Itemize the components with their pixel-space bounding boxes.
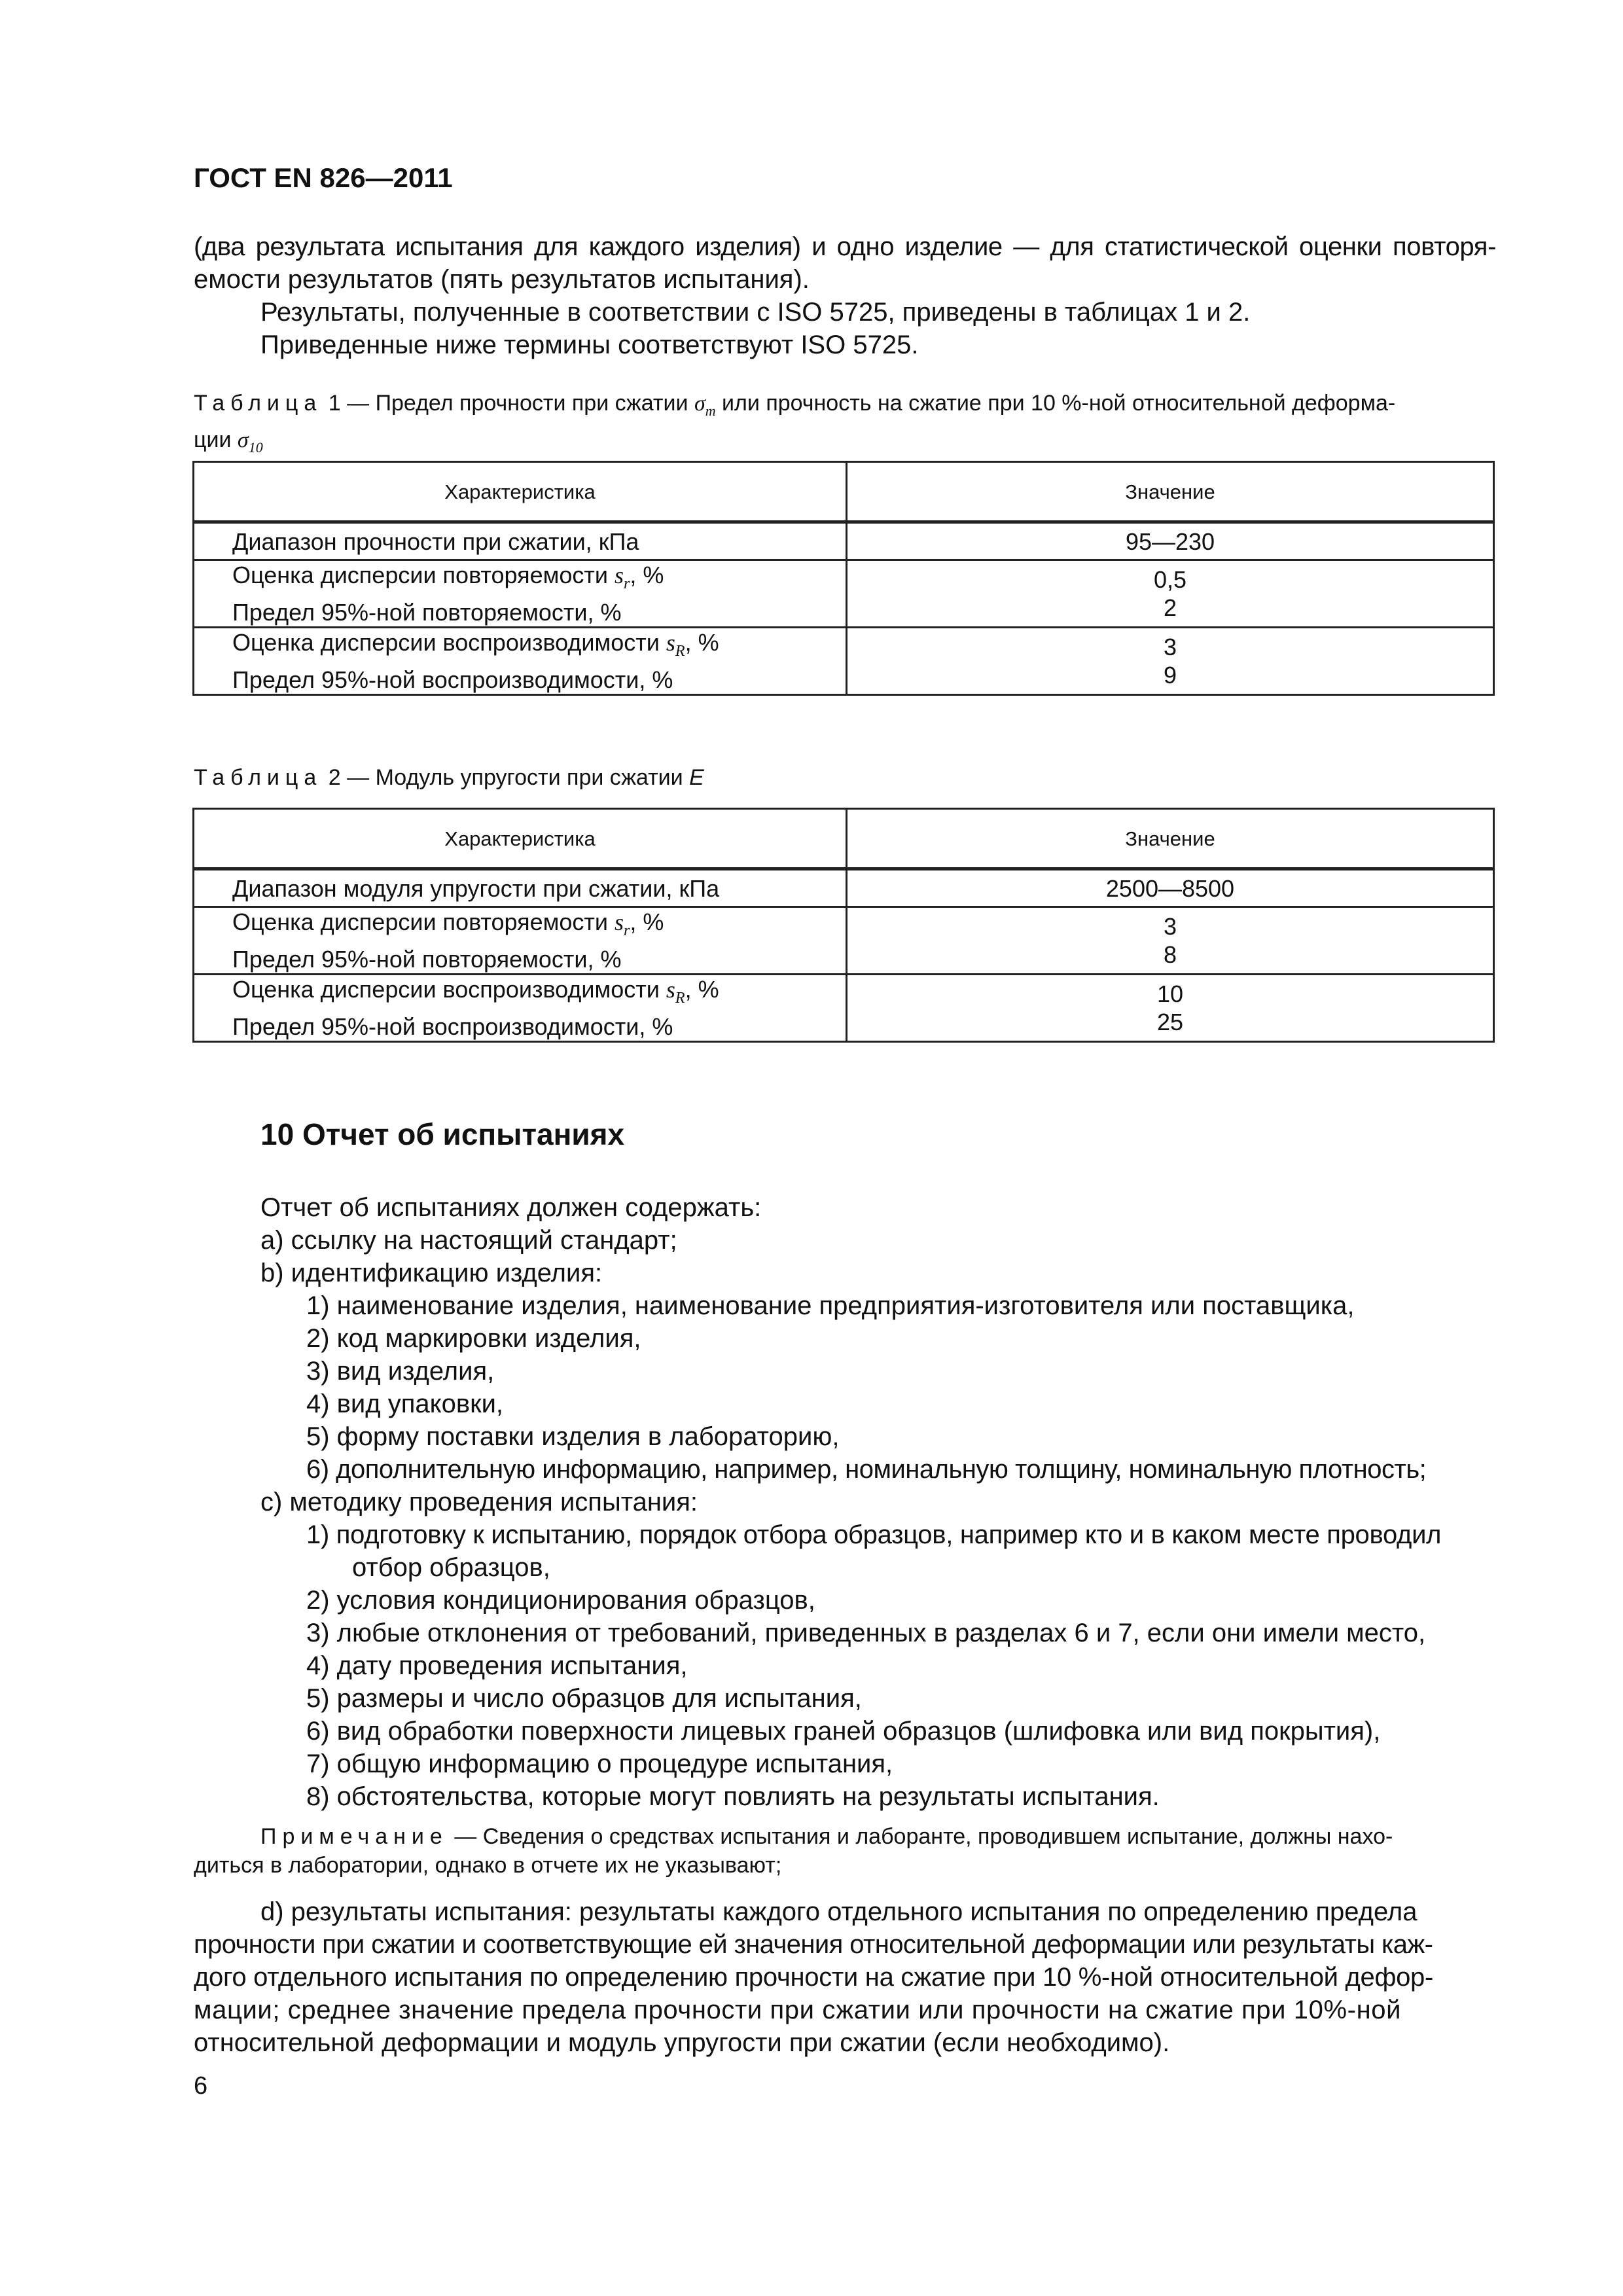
table2-row3-value: 10 25 <box>847 975 1494 1042</box>
list-item-c1: 1) подготовку к испытанию, порядок отбора образцов, например кто и в каком месте проводил <box>306 1520 1442 1549</box>
table2-caption-word: Таблица <box>194 765 323 790</box>
table2-header-characteristic: Характеристика <box>194 809 847 869</box>
table1-symbol-sigma-10: $\sigma_{10}$ <box>237 427 263 456</box>
table1-caption <box>194 389 1496 462</box>
section-heading: 10 Отчет об испытаниях <box>260 1117 625 1151</box>
note <box>194 1822 1496 1880</box>
list-item-c5: 5) размеры и число образцов для испытания, <box>306 1684 862 1713</box>
list-item-b6: 6) дополнительную информацию, например, номинальную толщину, номинальную плотность; <box>306 1455 1427 1484</box>
list-item-b5: 5) форму поставки изделия в лабораторию, <box>306 1422 840 1451</box>
list-item-a: a) ссылку на настоящий стандарт; <box>260 1226 677 1255</box>
document-header: ГОСТ EN 826—2011 <box>194 162 453 193</box>
list-item-c3: 3) любые отклонения от требований, приведенных в разделах 6 и 7, если они имели место, <box>306 1619 1426 1647</box>
table1-caption-text-b: или прочность на сжатие при 10 %-ной относительной деформа- <box>715 391 1396 416</box>
list-item-c2: 2) условия кондиционирования образцов, <box>306 1586 815 1615</box>
intro-line-2: емости результатов (пять результатов испытания). <box>194 265 810 294</box>
list-item-c7: 7) общую информацию о процедуре испытания, <box>306 1749 893 1778</box>
note-text-2: диться в лаборатории, однако в отчете их не указывают; <box>194 1853 782 1878</box>
note-text-1: — Сведения о средствах испытания и лаборанте, проводившем испытание, должны нахо- <box>448 1824 1393 1849</box>
table2-row3-label: Оценка дисперсии воспроизводимости $s_R$, % Предел 95%-ной воспроизводимости, % <box>194 975 847 1042</box>
note-word: Примечание <box>260 1824 448 1849</box>
intro-line-4: Приведенные ниже термины соответствуют ISO 5725. <box>260 331 919 359</box>
table1-caption-line2: ции <box>194 427 238 452</box>
table1-row3-value: 3 9 <box>847 628 1494 695</box>
table1-caption-number: 1 <box>328 391 341 416</box>
list-item-c1-continued: отбор образцов, <box>352 1553 550 1582</box>
list-item-b1: 1) наименование изделия, наименование предприятия-изготовителя или поставщика, <box>306 1291 1355 1320</box>
table1-caption-text-a: — Предел прочности при сжатии <box>340 391 694 416</box>
item-d-line-5: относительной деформации и модуль упругости при сжатии (если необходимо). <box>194 2028 1170 2057</box>
table2-header-value: Значение <box>847 809 1494 869</box>
item-d-line-1: d) результаты испытания: результаты каждого отдельного испытания по определению предела <box>260 1897 1418 1926</box>
list-item-c8: 8) обстоятельства, которые могут повлиять на результаты испытания. <box>306 1782 1160 1811</box>
list-item-b: b) идентификацию изделия: <box>260 1259 603 1287</box>
table2-row2-label: Оценка дисперсии повторяемости $s_r$, % Предел 95%-ной повторяемости, % <box>194 907 847 975</box>
table1-row1-label: Диапазон прочности при сжатии, кПа <box>194 522 847 560</box>
table1-symbol-sigma-m: $\sigma_m$ <box>694 391 716 419</box>
table1-header-value: Значение <box>847 462 1494 522</box>
item-d-line-3: дого отдельного испытания по определению прочности на сжатие при 10 %-ной относительной дефор- <box>194 1963 1434 1992</box>
list-item-b3: 3) вид изделия, <box>306 1357 495 1386</box>
section-intro: Отчет об испытаниях должен содержать: <box>260 1193 762 1222</box>
intro-line-1: (два результата испытания для каждого изделия) и одно изделие — для статистической оценки повторя- <box>194 232 1496 261</box>
table1-row3-label: Оценка дисперсии воспроизводимости $s_R$, % Предел 95%-ной воспроизводимости, % <box>194 628 847 695</box>
intro-line-3: Результаты, полученные в соответствии с ISO 5725, приведены в таблицах 1 и 2. <box>260 298 1251 327</box>
table2-caption-number: 2 <box>328 765 341 790</box>
table2-caption <box>194 763 1496 792</box>
item-d-line-4: мации; среднее значение предела прочности при сжатии или прочности на сжатие при 10%-ной <box>194 1996 1402 2024</box>
table-1 <box>192 461 1495 696</box>
table1-row2-value: 0,5 2 <box>847 560 1494 628</box>
table2-row1-value: 2500—8500 <box>847 869 1494 907</box>
table1-row1-value: 95—230 <box>847 522 1494 560</box>
list-item-b4: 4) вид упаковки, <box>306 1390 504 1418</box>
page-number: 6 <box>194 2072 208 2100</box>
table2-row2-value: 3 8 <box>847 907 1494 975</box>
table2-caption-text: — Модуль упругости при сжатии <box>340 765 690 790</box>
list-item-b2: 2) код маркировки изделия, <box>306 1324 641 1353</box>
item-d-line-2: прочности при сжатии и соответствующие ей значения относительной деформации или результаты каж- <box>194 1930 1433 1959</box>
list-item-c6: 6) вид обработки поверхности лицевых граней образцов (шлифовка или вид покрытия), <box>306 1717 1381 1746</box>
table1-caption-word: Таблица <box>194 391 323 416</box>
list-item-c4: 4) дату проведения испытания, <box>306 1651 688 1680</box>
table2-row1-label: Диапазон модуля упругости при сжатии, кПа <box>194 869 847 907</box>
table2-caption-var: E <box>689 765 704 790</box>
table1-header-characteristic: Характеристика <box>194 462 847 522</box>
table1-row2-label: Оценка дисперсии повторяемости $s_r$, % Предел 95%-ной повторяемости, % <box>194 560 847 628</box>
list-item-c: c) методику проведения испытания: <box>260 1488 698 1516</box>
table-2 <box>192 808 1495 1043</box>
